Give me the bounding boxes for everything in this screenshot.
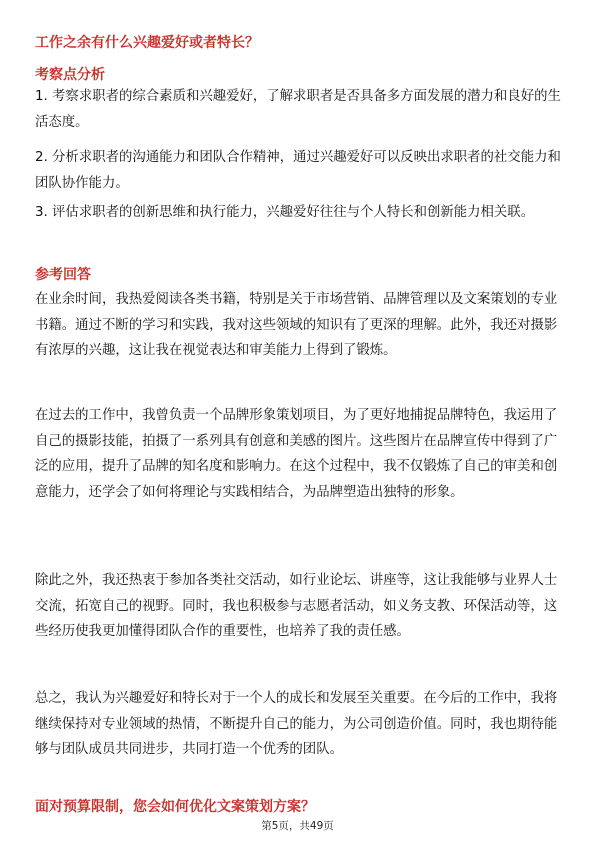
page-number: 第5页，共49页 <box>261 820 334 832</box>
analysis-point-3: 3. 评估求职者的创新思维和执行能力，兴趣爱好往往与个人特长和创新能力相关联。 <box>35 205 535 220</box>
analysis-point-1: 1. 考察求职者的综合素质和兴趣爱好，了解求职者是否具备多方面发展的潜力和良好的生活态度。 <box>35 89 561 130</box>
answer-paragraph-1: 在业余时间，我热爱阅读各类书籍，特别是关于市场营销、品牌管理以及文案策划的专业书籍。通过不断的学习和实践，我对这些领域的知识有了更深的理解。此外，我还对摄影有浓厚的兴趣，这让我在视觉表达和审美能力上得到了锻炼。 <box>35 292 558 358</box>
question-title: 工作之余有什么兴趣爱好或者特长？ <box>35 35 259 51</box>
answer-paragraph-2: 在过去的工作中，我曾负责一个品牌形象策划项目，为了更好地捕捉品牌特色，我运用了自己的摄影技能，拍摄了一系列具有创意和美感的图片。这些图片在品牌宣传中得到了广泛的应用，提升了品牌的知名度和影响力。在这个过程中，我不仅锻炼了自己的审美和创意能力，还学会了如何将理论与实践相结合，为品牌塑造出独特的形象。 <box>35 408 558 500</box>
next-question-title: 面对预算限制，您会如何优化文案策划方案？ <box>35 799 315 815</box>
analysis-point-2: 2. 分析求职者的沟通能力和团队合作精神，通过兴趣爱好可以反映出求职者的社交能力和团队协作能力。 <box>35 150 561 191</box>
analysis-heading: 考察点分析 <box>35 67 105 83</box>
answer-paragraph-4: 总之，我认为兴趣爱好和特长对于一个人的成长和发展至关重要。在今后的工作中，我将继续保持对专业领域的热情，不断提升自己的能力，为公司创造价值。同时，我也期待能够与团队成员共同进步，共同打造一个优秀的团队。 <box>35 691 558 757</box>
answer-heading: 参考回答 <box>35 267 91 283</box>
answer-paragraph-3: 除此之外，我还热衷于参加各类社交活动，如行业论坛、讲座等，这让我能够与业界人士交流，拓宽自己的视野。同时，我也积极参与志愿者活动，如义务支教、环保活动等，这些经历使我更加懂得团队合作的重要性，也培养了我的责任感。 <box>35 573 558 639</box>
